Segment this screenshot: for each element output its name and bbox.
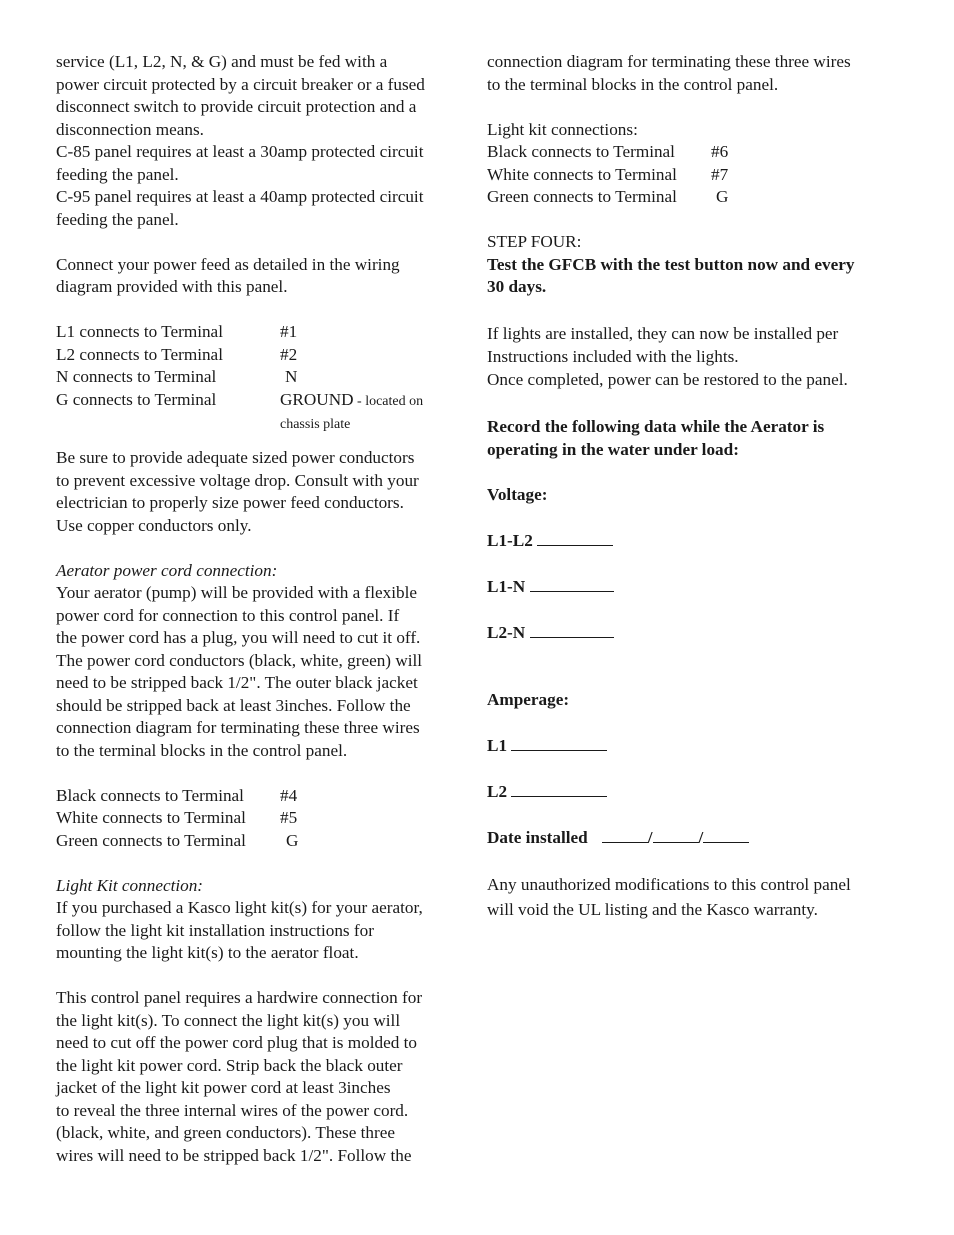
text-line: Record the following data while the Aerator is [487,417,825,436]
terminal-label: Green connects to Terminal [56,830,246,850]
date-installed-field[interactable] [487,826,897,850]
hardwire-paragraph [56,987,468,1167]
blank-line[interactable] [703,826,749,843]
voltage-l2-n-field[interactable] [487,621,897,645]
terminal-row [487,186,897,209]
light-terminal-list [487,141,897,209]
terminal-label: White connects to Terminal [487,164,677,184]
text-line: Any unauthorized modifications to this control panel [487,875,851,894]
text-line: Be sure to provide adequate sized power conductors [56,448,415,467]
text-line: 30 days. [487,277,547,296]
terminal-value: G [716,187,729,206]
date-separator: / [698,828,704,847]
date-label: Date installed [487,828,588,847]
amperage-l1-field[interactable] [487,734,897,758]
blank-line[interactable] [511,780,607,797]
light-kit-heading: Light Kit connection: [56,875,204,895]
terminal-label: Black connects to Terminal [56,785,244,805]
power-terminal-list [56,321,468,437]
text-line: need to cut off the power cord plug that is molded to [56,1033,418,1052]
text-line: power cord for connection to this control panel. If [56,605,400,625]
terminal-value: #4 [280,785,298,805]
continued-paragraph [487,51,897,96]
terminal-row [487,141,897,164]
text-line: Use copper conductors only. [56,515,252,535]
terminal-value: #6 [711,142,729,161]
terminal-value: G [286,830,299,850]
cord-terminal-list [56,785,468,853]
connect-feed-paragraph [56,254,468,299]
text-line: the power cord has a plug, you will need to cut it off. [56,628,421,647]
terminal-row [56,366,468,389]
voltage-l1-l2-field[interactable] [487,529,897,553]
terminal-value: #7 [711,164,729,184]
intro-paragraph [56,51,468,231]
light-kit-connections-heading: Light kit connections: [487,119,638,139]
amperage-label: Amperage: [487,690,570,709]
terminal-label: L1 connects to Terminal [56,322,223,341]
text-line: The power cord conductors (black, white, green) will [56,650,423,670]
text-line: power circuit protected by a circuit breaker or a fused [56,74,425,94]
left-column [56,51,468,1167]
text-line: feeding the panel. [56,209,179,229]
text-line: to prevent excessive voltage drop. Consult with your [56,470,419,490]
text-line: If you purchased a Kasco light kit(s) for your aerator, [56,898,423,917]
gfcb-test-instruction [487,254,897,299]
blank-line[interactable] [537,529,613,546]
record-data-heading [487,416,897,461]
terminal-row [56,344,468,367]
blank-line[interactable] [530,621,614,638]
ground-note-continued: chassis plate [280,417,351,432]
terminal-row [56,321,468,344]
text-line: mounting the light kit(s) to the aerator float. [56,943,359,962]
blank-line[interactable] [602,826,648,843]
text-line: connection diagram for terminating these three wires [56,718,420,737]
aerator-paragraph [56,582,468,762]
text-line: operating in the water under load: [487,439,739,459]
text-line: wires will need to be stripped back 1/2". Follow the [56,1145,412,1165]
text-line: to reveal the three internal wires of the power cord. [56,1100,409,1120]
field-label: L2-N [487,622,526,642]
terminal-row [56,785,468,808]
aerator-heading: Aerator power cord connection: [56,560,278,580]
text-line: follow the light kit installation instructions for [56,920,374,940]
ground-note: - located on [353,393,424,409]
text-line: to the terminal blocks in the control panel. [487,74,779,94]
blank-line[interactable] [511,734,607,751]
terminal-value: #2 [280,344,298,364]
terminal-row [56,389,468,414]
text-line: service (L1, L2, N, & G) and must be fed with a [56,52,388,71]
field-label: L1 [487,736,508,755]
voltage-label: Voltage: [487,484,548,504]
text-line: jacket of the light kit power cord at least 3inches [56,1078,391,1097]
text-line: C-95 panel requires at least a 40amp protected circuit [56,187,424,206]
right-column [487,51,897,922]
text-line: feeding the panel. [56,164,179,184]
field-label: L1-L2 [487,530,533,550]
terminal-value: #1 [280,322,298,341]
terminal-label: Green connects to Terminal [487,187,677,206]
text-line: disconnection means. [56,119,204,139]
blank-line[interactable] [530,575,614,592]
text-line: (black, white, and green conductors). These three [56,1123,395,1142]
field-label: L1-N [487,576,526,596]
text-line: need to be stripped back 1/2". The outer black jacket [56,673,418,692]
light-kit-paragraph [56,897,468,965]
terminal-row [56,807,468,830]
voltage-l1-n-field[interactable] [487,575,897,599]
text-line: Instructions included with the lights. [487,347,739,366]
lights-installed-paragraph [487,321,897,391]
text-line: Connect your power feed as detailed in the wiring [56,254,400,274]
text-line: will void the UL listing and the Kasco warranty. [487,900,818,919]
terminal-label: G connects to Terminal [56,389,217,409]
text-line: electrician to properly size power feed conductors. [56,493,404,512]
terminal-row [56,830,468,853]
conductors-paragraph [56,447,468,537]
text-line: disconnect switch to provide circuit protection and a [56,97,417,116]
text-line: Once completed, power can be restored to the panel. [487,369,848,389]
amperage-l2-field[interactable] [487,780,897,804]
terminal-label: L2 connects to Terminal [56,344,223,364]
terminal-label: Black connects to Terminal [487,142,675,161]
terminal-label: N connects to Terminal [56,367,217,386]
text-line: connection diagram for terminating these three wires [487,52,851,71]
terminal-value: N [285,367,298,386]
field-label: L2 [487,782,508,801]
text-line: diagram provided with this panel. [56,277,288,296]
text-line: should be stripped back at least 3inches. Follow the [56,695,411,715]
date-separator: / [647,828,653,847]
text-line: to the terminal blocks in the control panel. [56,740,348,760]
blank-line[interactable] [653,826,699,843]
terminal-value [280,389,423,414]
text-line: the light kit(s). To connect the light kit(s) you will [56,1010,401,1030]
text-line: Test the GFCB with the test button now and every [487,254,855,274]
ground-value: GROUND [280,389,354,409]
terminal-label: White connects to Terminal [56,808,246,827]
terminal-value: #5 [280,808,298,827]
text-line: Your aerator (pump) will be provided with a flexible [56,583,418,602]
warranty-notice [487,872,897,922]
text-line: If lights are installed, they can now be installed per [487,324,839,343]
text-line: This control panel requires a hardwire connection for [56,988,423,1007]
text-line: C-85 panel requires at least a 30amp protected circuit [56,142,424,161]
step-four-heading: STEP FOUR: [487,232,582,251]
terminal-row [487,164,897,187]
text-line: the light kit power cord. Strip back the black outer [56,1055,403,1075]
